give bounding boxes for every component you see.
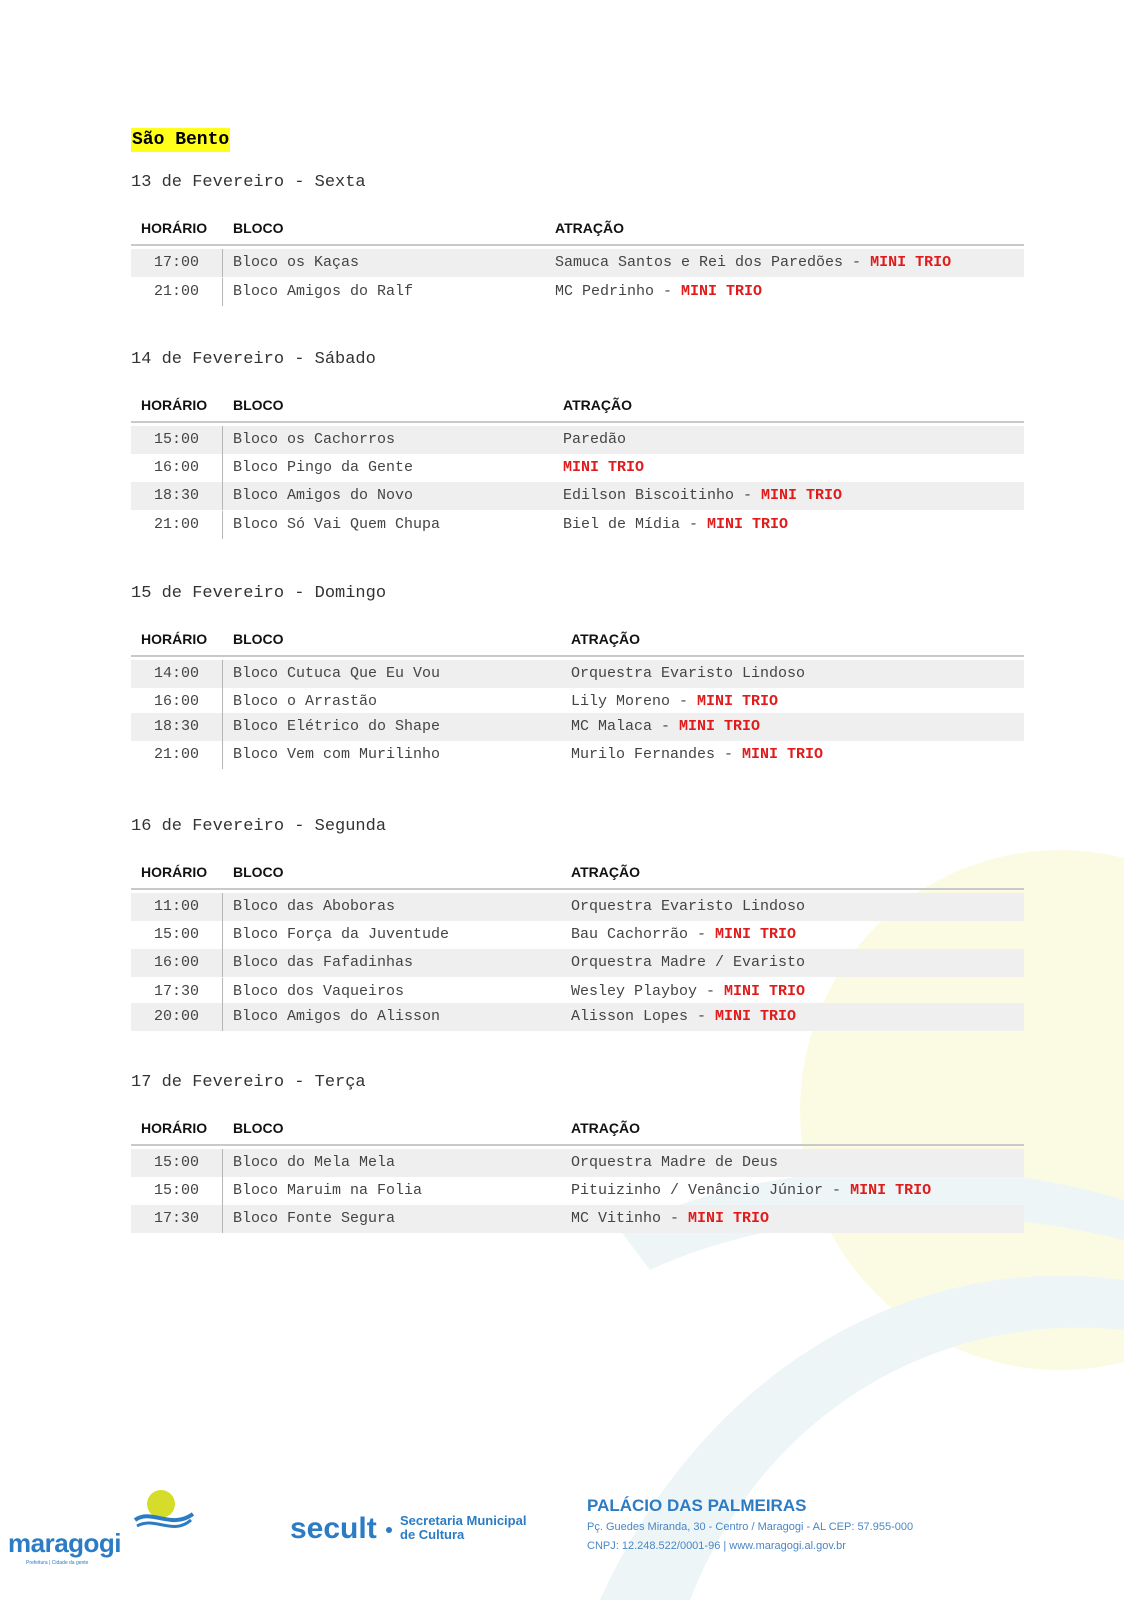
table-row	[131, 949, 1024, 977]
row-bloco: Bloco das Aboboras	[233, 898, 396, 915]
mini-trio-label: MINI TRIO	[742, 746, 824, 763]
atracao-name: Bau Cachorrão	[571, 926, 689, 943]
mini-trio-label: MINI TRIO	[724, 983, 806, 1000]
atracao-name: Paredão	[563, 431, 627, 448]
table-row	[131, 426, 1024, 454]
row-bloco: Bloco Maruim na Folia	[233, 1182, 423, 1199]
mini-trio-label: MINI TRIO	[870, 254, 952, 271]
row-bloco: Bloco Amigos do Novo	[233, 487, 414, 504]
secult-subtitle: Secretaria Municipal de Cultura	[400, 1513, 527, 1542]
header-time: HORÁRIO	[141, 631, 208, 647]
row-atracao: Murilo Fernandes - MINI TRIO	[571, 746, 824, 763]
table-row	[131, 713, 1024, 741]
row-time: 15:00	[131, 426, 223, 454]
header-atracao: ATRAÇÃO	[571, 864, 640, 880]
row-atracao: MC Malaca - MINI TRIO	[571, 718, 761, 735]
row-bloco: Bloco Só Vai Quem Chupa	[233, 516, 441, 533]
atracao-name: Alisson Lopes	[571, 1008, 689, 1025]
header-time: HORÁRIO	[141, 220, 208, 236]
row-atracao	[571, 1149, 778, 1177]
row-time: 15:00	[131, 921, 223, 949]
mini-trio-label: MINI TRIO	[850, 1182, 932, 1199]
mini-trio-label: MINI TRIO	[688, 1210, 770, 1227]
header-atracao: ATRAÇÃO	[571, 631, 640, 647]
table-row	[131, 921, 1024, 949]
table-row	[131, 1003, 1024, 1031]
day-title: 15 de Fevereiro - Domingo	[131, 584, 387, 603]
header-atracao: ATRAÇÃO	[555, 220, 624, 236]
header-bloco: BLOCO	[233, 220, 284, 236]
header-atracao: ATRAÇÃO	[571, 1120, 640, 1136]
row-bloco: Bloco Elétrico do Shape	[233, 718, 441, 735]
row-bloco: Bloco Fonte Segura	[233, 1210, 396, 1227]
atracao-name: Lily Moreno	[571, 693, 671, 710]
row-bloco: Bloco Vem com Murilinho	[233, 746, 441, 763]
mini-trio-label: MINI TRIO	[563, 459, 645, 476]
table-header	[131, 625, 1024, 657]
row-bloco: Bloco do Mela Mela	[233, 1154, 396, 1171]
row-time: 14:00	[131, 660, 223, 688]
header-bloco: BLOCO	[233, 1120, 284, 1136]
row-time: 15:00	[131, 1149, 223, 1177]
row-bloco: Bloco os Cachorros	[233, 431, 396, 448]
row-bloco: Bloco os Kaças	[233, 254, 360, 271]
table-header	[131, 1114, 1024, 1146]
row-time: 21:00	[131, 741, 223, 769]
table-row	[131, 741, 1024, 769]
maragogi-tagline: Prefeitura | Cidade da gente	[26, 1560, 89, 1566]
row-atracao: MC Pedrinho - MINI TRIO	[555, 283, 763, 300]
row-bloco: Bloco dos Vaqueiros	[233, 983, 405, 1000]
table-row	[131, 482, 1024, 510]
row-time: 17:30	[131, 978, 223, 1006]
row-atracao	[571, 893, 805, 921]
atracao-name: Murilo Fernandes	[571, 746, 716, 763]
mini-trio-label: MINI TRIO	[715, 926, 797, 943]
header-bloco: BLOCO	[233, 864, 284, 880]
table-row	[131, 454, 1024, 482]
secult-logo: secult	[290, 1512, 377, 1545]
table-row	[131, 278, 1024, 306]
header-time: HORÁRIO	[141, 864, 208, 880]
row-atracao: Pituizinho / Venâncio Júnior - MINI TRIO	[571, 1182, 932, 1199]
row-time: 20:00	[131, 1003, 223, 1031]
table-row	[131, 660, 1024, 688]
row-atracao	[563, 454, 644, 482]
atracao-name: Orquestra Evaristo Lindoso	[571, 665, 806, 682]
row-time: 16:00	[131, 688, 223, 716]
row-time: 21:00	[131, 511, 223, 539]
address: Pç. Guedes Miranda, 30 - Centro / Maragogi - AL CEP: 57.955-000	[587, 1521, 914, 1533]
row-atracao: Samuca Santos e Rei dos Paredões - MINI TRIO	[555, 254, 952, 271]
location-title: São Bento	[132, 130, 230, 150]
mini-trio-label: MINI TRIO	[697, 693, 779, 710]
row-bloco: Bloco Pingo da Gente	[233, 459, 414, 476]
row-atracao: Alisson Lopes - MINI TRIO	[571, 1008, 797, 1025]
atracao-name: Edilson Biscoitinho	[563, 487, 735, 504]
maragogi-logo	[131, 1490, 261, 1570]
footer	[0, 1490, 1124, 1600]
table-header	[131, 391, 1024, 423]
mini-trio-label: MINI TRIO	[761, 487, 843, 504]
mini-trio-label: MINI TRIO	[715, 1008, 797, 1025]
table-row	[131, 893, 1024, 921]
row-time: 11:00	[131, 893, 223, 921]
header-bloco: BLOCO	[233, 397, 284, 413]
row-atracao: Lily Moreno - MINI TRIO	[571, 693, 779, 710]
row-atracao	[571, 949, 805, 977]
table-header	[131, 214, 1024, 246]
day-title: 13 de Fevereiro - Sexta	[131, 173, 366, 192]
row-time: 17:30	[131, 1205, 223, 1233]
table-row	[131, 1149, 1024, 1177]
mini-trio-label: MINI TRIO	[681, 283, 763, 300]
row-atracao: Biel de Mídia - MINI TRIO	[563, 516, 789, 533]
header-atracao: ATRAÇÃO	[563, 397, 632, 413]
header-bloco: BLOCO	[233, 631, 284, 647]
mini-trio-label: MINI TRIO	[679, 718, 761, 735]
mini-trio-label: MINI TRIO	[707, 516, 789, 533]
table-header	[131, 858, 1024, 890]
atracao-name: Orquestra Evaristo Lindoso	[571, 898, 806, 915]
table-row	[131, 511, 1024, 539]
row-atracao	[571, 660, 805, 688]
atracao-name: MC Malaca	[571, 718, 653, 735]
atracao-name: Pituizinho / Venâncio Júnior	[571, 1182, 824, 1199]
row-time: 18:30	[131, 482, 223, 510]
row-atracao: MC Vitinho - MINI TRIO	[571, 1210, 770, 1227]
secult-dot-icon	[386, 1527, 392, 1533]
row-time: 21:00	[131, 278, 223, 306]
atracao-name: Biel de Mídia	[563, 516, 681, 533]
atracao-name: Wesley Playboy	[571, 983, 698, 1000]
row-time: 16:00	[131, 454, 223, 482]
row-atracao: Edilson Biscoitinho - MINI TRIO	[563, 487, 843, 504]
row-bloco: Bloco Força da Juventude	[233, 926, 450, 943]
row-time: 18:30	[131, 713, 223, 741]
maragogi-logo-text: maragogi	[8, 1528, 122, 1558]
row-atracao	[563, 426, 626, 454]
row-bloco: Bloco o Arrastão	[233, 693, 378, 710]
table-row	[131, 688, 1024, 716]
row-bloco: Bloco das Fafadinhas	[233, 954, 414, 971]
table-row	[131, 249, 1024, 277]
day-title: 17 de Fevereiro - Terça	[131, 1073, 366, 1092]
table-row	[131, 1177, 1024, 1205]
table-row	[131, 978, 1024, 1006]
row-time: 16:00	[131, 949, 223, 977]
day-title: 16 de Fevereiro - Segunda	[131, 817, 387, 836]
row-bloco: Bloco Amigos do Ralf	[233, 283, 414, 300]
palace-title: PALÁCIO DAS PALMEIRAS	[587, 1496, 807, 1515]
row-time: 15:00	[131, 1177, 223, 1205]
row-atracao: Wesley Playboy - MINI TRIO	[571, 983, 806, 1000]
table-row	[131, 1205, 1024, 1233]
cnpj-website: CNPJ: 12.248.522/0001-96 | www.maragogi.al.gov.br	[587, 1540, 846, 1552]
row-atracao: Bau Cachorrão - MINI TRIO	[571, 926, 797, 943]
day-title: 14 de Fevereiro - Sábado	[131, 350, 376, 369]
row-time: 17:00	[131, 249, 223, 277]
header-time: HORÁRIO	[141, 397, 208, 413]
header-time: HORÁRIO	[141, 1120, 208, 1136]
atracao-name: Orquestra Madre / Evaristo	[571, 954, 806, 971]
atracao-name: MC Vitinho	[571, 1210, 662, 1227]
atracao-name: MC Pedrinho	[555, 283, 655, 300]
row-bloco: Bloco Cutuca Que Eu Vou	[233, 665, 441, 682]
row-bloco: Bloco Amigos do Alisson	[233, 1008, 441, 1025]
atracao-name: Samuca Santos e Rei dos Paredões	[555, 254, 844, 271]
atracao-name: Orquestra Madre de Deus	[571, 1154, 779, 1171]
